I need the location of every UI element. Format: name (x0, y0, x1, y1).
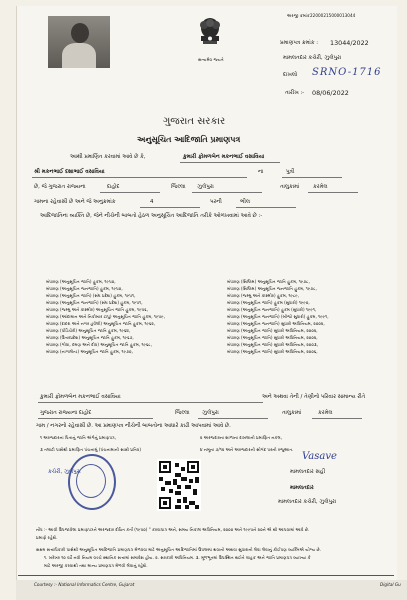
underline (100, 192, 160, 193)
taluka-2-value: કરમેલ (318, 410, 333, 416)
issue-date: 08/06/2022 (312, 89, 349, 97)
list-item: બંધારણ (અનુસૂચિત જાતિ) સુધારો અધિનિયમ, ૨૦૦૨, (227, 328, 318, 333)
jillo-value: ઝુલેપુરા (197, 184, 214, 190)
underline (32, 177, 247, 178)
list-item: બંધારણ (અનુસૂચિત જાતિ) હુકમ (સુધારો) ૧૯૯૦, (227, 300, 310, 305)
emblem-caption: સત્યમેવ જયતે (198, 57, 224, 62)
digital-gujarat-text: Digital Gu (380, 582, 401, 587)
list-item: બંધારણ (અનુસૂચિત જાતિ) સુધારો અધિનિયમ, ૨૦૦૨, (227, 335, 318, 340)
certificate-title: અનુસૂચિત આદિજાતિ પ્રમાણપત્ર (137, 135, 241, 144)
list-item: બંધારણ (જમ્મુ અને કાશ્મીર) હુકમ, ૧૯૮૯, (227, 293, 300, 298)
list-item: બંધારણ (અનુસૂચિત જનજાતિ) (સંઘ પ્રદેશ) હુકમ, ૧૯૫૧, (46, 300, 143, 305)
underline (308, 192, 358, 193)
issuing-office: મામલતદાર કચેરી, ઝુલેપુરા (283, 55, 342, 61)
list-item: બંધારણ (નાગાલેન્ડ) અનુસૂચિત જાતિ હુકમ, ૧૯૭૦, (46, 349, 133, 354)
office-seal (68, 454, 116, 510)
dakhlo-label: દાખલો (283, 72, 298, 78)
date-label: તારીખ :- (285, 90, 305, 96)
list-item: બંધારણ (અનુસૂચિત જનજાતિ) હુકમ, ૧૯૫૦, (46, 286, 123, 291)
holder-name-2: કુમારી ફોમળબેન મકનભાઈ વસાવિયા (40, 394, 121, 400)
note-line: નોંધ :- આવી ઉપજાવેલા પ્રમાણપત્રને અરજદાર દોષિત કર્તા (૧૯૫૦) " કરવાપાત્ર અને, સમય નિકાલ અધિનિયમ, ૨૦૦૦ અને ૧૯૯૫ને ૨૦ને એ થી આપવામાં આવે છે. (36, 527, 310, 532)
courtesy-text: Courtesy :- National Informatics Centre, Gujarat (34, 582, 135, 587)
underline (38, 402, 263, 403)
certificate-number: 13044/2022 (330, 39, 369, 47)
jillo-2-value: ઝુલેપુરા (202, 410, 219, 416)
officer-title: મામલતદાર સહી (290, 469, 326, 475)
government-title: ગુજરાત સરકાર (163, 116, 226, 127)
taluka-value: કરમેલ (313, 184, 328, 190)
village-label: ગામના રહેવાસી છે અને જે અનુક્રમાંક (34, 199, 116, 205)
caste: ભીલ (240, 199, 250, 205)
underline (282, 177, 342, 178)
jillo-2-label: જિલ્લા (175, 410, 190, 416)
relation: પુત્રી (286, 169, 295, 175)
list-item: બંધારણ (અનુસૂચિત જનજાતિ) હુકમ (સુધારો) ૧૯૯૧, (227, 307, 317, 312)
list-item: બંધારણ (સિક્કિમ) અનુસૂચિત જનજાતિ હુકમ, ૧૯૭૮, (227, 286, 317, 291)
qr-code-icon (157, 459, 201, 511)
underline (236, 207, 296, 208)
list-item: બંધારણ (દાદરા અને નગર હવેલી) અનુસૂચિત જાતિ હુકમ, ૧૯૬૨, (46, 321, 156, 326)
list-item: બંધારણ (સિક્કિમ) અનુસૂચિત જાતિ હુકમ, ૧૯૭૮, (227, 279, 310, 284)
underline (192, 192, 262, 193)
note-line: સક્ષમ સત્તાધિકારી પાસેથી અનુસૂચિત આદિજાતિ પ્રમાણપત્ર મેળવવા માટે અનુસૂચિત આદિજાતિમાં ઉપલબ્ધ થવાનો અથવા સુધારાનો લેવા લેવાનું કોઈપણ વ્યક્તિએ યોગ્ય છે. (36, 547, 322, 552)
officer-signature: Vasave (302, 451, 337, 462)
list-item: બંધારણ (પોંડિચેરી) અનુસૂચિત જાતિ હુકમ, ૧૯૬૪, (46, 328, 131, 333)
application-number: 22000215000013044 (310, 13, 356, 18)
basis-item: ૩ તલાટી પાસેથી પ્રમાણિત પંચનામું (પંચનામાની સાક્ષી પ્રતિવ) (40, 447, 141, 452)
officer-office: મામલતદાર કચેરી, ઝુલેપુરા (278, 499, 337, 505)
taluka-label: તાલુકામાં (280, 184, 300, 190)
office-stamp-text: કચેરી, ઝુલેપુરા (48, 469, 81, 475)
underline (140, 207, 200, 208)
caste-label: પરની (210, 199, 222, 205)
list-item: બંધારણ (અનુસૂચિત જાતિ) (સંઘ પ્રદેશ) હુકમ, ૧૯૫૧, (46, 293, 136, 298)
district: દાહોદ (107, 184, 120, 190)
officer-designation: મામલતદાર (290, 485, 314, 491)
state-label: છે, જે ગુજરાત રાજ્યના (34, 184, 86, 190)
underline (312, 418, 362, 419)
handwritten-serial: SRNO-1716 (312, 67, 382, 78)
application-number-label: અરજી ક્રમાંક : (287, 13, 313, 18)
list-item: બંધારણ (અનુસૂચિત જાતિ) સુધારો અધિનિયમ, ૨૦૦૬, (227, 349, 318, 354)
list-item: બંધારણ (આંદામાન અને નિકોબાર ટાપુ) અનુસૂચિત જાતિ હુકમ, ૧૯૫૯, (46, 314, 165, 319)
holder-name: કુમારી ફોમળબેન મકનભાઈ વસાવિયા (183, 154, 265, 160)
list-item: બંધારણ (અનુસૂચિત જાતિ) સુધારો અધિનિયમ, ૨૦૦૩, (227, 342, 318, 347)
basis-item: ૪ નમૂના ૭/૧૨ અને અરજદારની સોગંદ પરની રજુઆત. (200, 447, 294, 452)
list-item: બંધારણ (ગોવા, દમણ અને દીવ) અનુસૂચિત જાતિ હુકમ, ૧૯૬૮, (46, 342, 152, 347)
footer-divider (18, 575, 394, 576)
state-district-label: ગુજરાત રાજ્યના દાહોદ (40, 410, 92, 416)
underline (180, 162, 280, 163)
list-item: બંધારણ (અનુસૂચિત જનજાતિ) (બીજો સુધારો) હુકમ, ૧૯૯૧, (227, 314, 329, 319)
taluka-2-label: તાલુકામાં (282, 410, 302, 416)
na-label: ના (258, 169, 264, 175)
underline (38, 418, 153, 419)
father-name: શ્રી મકનભાઈ દશાભાઈ વસાવિયા (34, 169, 105, 175)
applicant-photo (48, 16, 110, 68)
statement: ગામ / નગરનો રહેવાસી છે. આ પ્રમાણપત્ર નીચેની બાબતોના આધારે કાઢી આપવામાં આવે છે. (36, 423, 231, 429)
intro-prefix: આથી પ્રમાણિત કરવામાં આવે છે કે, (70, 154, 146, 160)
note-line: માટે અરજી કરવાથી તથા માન્ય પ્રમાણપત્ર મેળવી લેવાનું રહેશે. (44, 563, 148, 568)
paragraph-1: આદિજાતિના વ્યક્તિ છે, જેને નીચેની બાબતો હેઠળ અનુસૂચિત આદિજાતિ તરીકે ઓળખવામાં આવે છે :- (40, 213, 263, 219)
certificate-number-label: પ્રમાણપત્ર ક્રમાંક : (280, 40, 319, 46)
list-item: બંધારણ (અનુસૂચિત જાતિ) હુકમ, ૧૯૫૦, (46, 279, 116, 284)
national-emblem-icon (194, 14, 226, 56)
basis-item: ૨ અરજદારના શાળાના દાખલાની પ્રમાણિત નકલ, (200, 435, 282, 440)
list-item: બંધારણ (ઉત્તરપ્રદેશ) અનુસૂચિત જાતિ હુકમ, ૧૯૬૭, (46, 335, 134, 340)
note-line: પ્રમાણે રહેશે. (36, 535, 58, 540)
family-residence-label: અને અથવા તેની / તેણીનો પરિવાર સામાન્ય રીતે (262, 394, 366, 400)
basis-item: ૧ અરજદારના પિતાનું જાતિ અંગેનું પ્રમાણપત્ર, (40, 435, 116, 440)
list-item: બંધારણ (અનુસૂચિત જનજાતિ) સુધારો અધિનિયમ, ૨૦૦૨, (227, 321, 325, 326)
underline (198, 418, 268, 419)
serial-number: 4 (150, 199, 154, 205)
note-line: ૧. ખરેખર ૧૦ વર્ષે નવી નિયમ વચ્ચે સ્થાનિક સત્તામાં સમાવેશ હોય. ૨. સરકારી અધિનિયમ. ૩. મૂળભૂતમાં ઉપસ્થિત થઈને ગ્રાહક અને જાતિ પ્રમાણપત્ર વ્યાખ્યા કે (44, 555, 311, 560)
jillo-label: જિલ્લા (171, 184, 186, 190)
list-item: બંધારણ (જમ્મુ અને કાશ્મીર) અનુસૂચિત જાતિ હુકમ, ૧૯૫૬, (46, 307, 148, 312)
